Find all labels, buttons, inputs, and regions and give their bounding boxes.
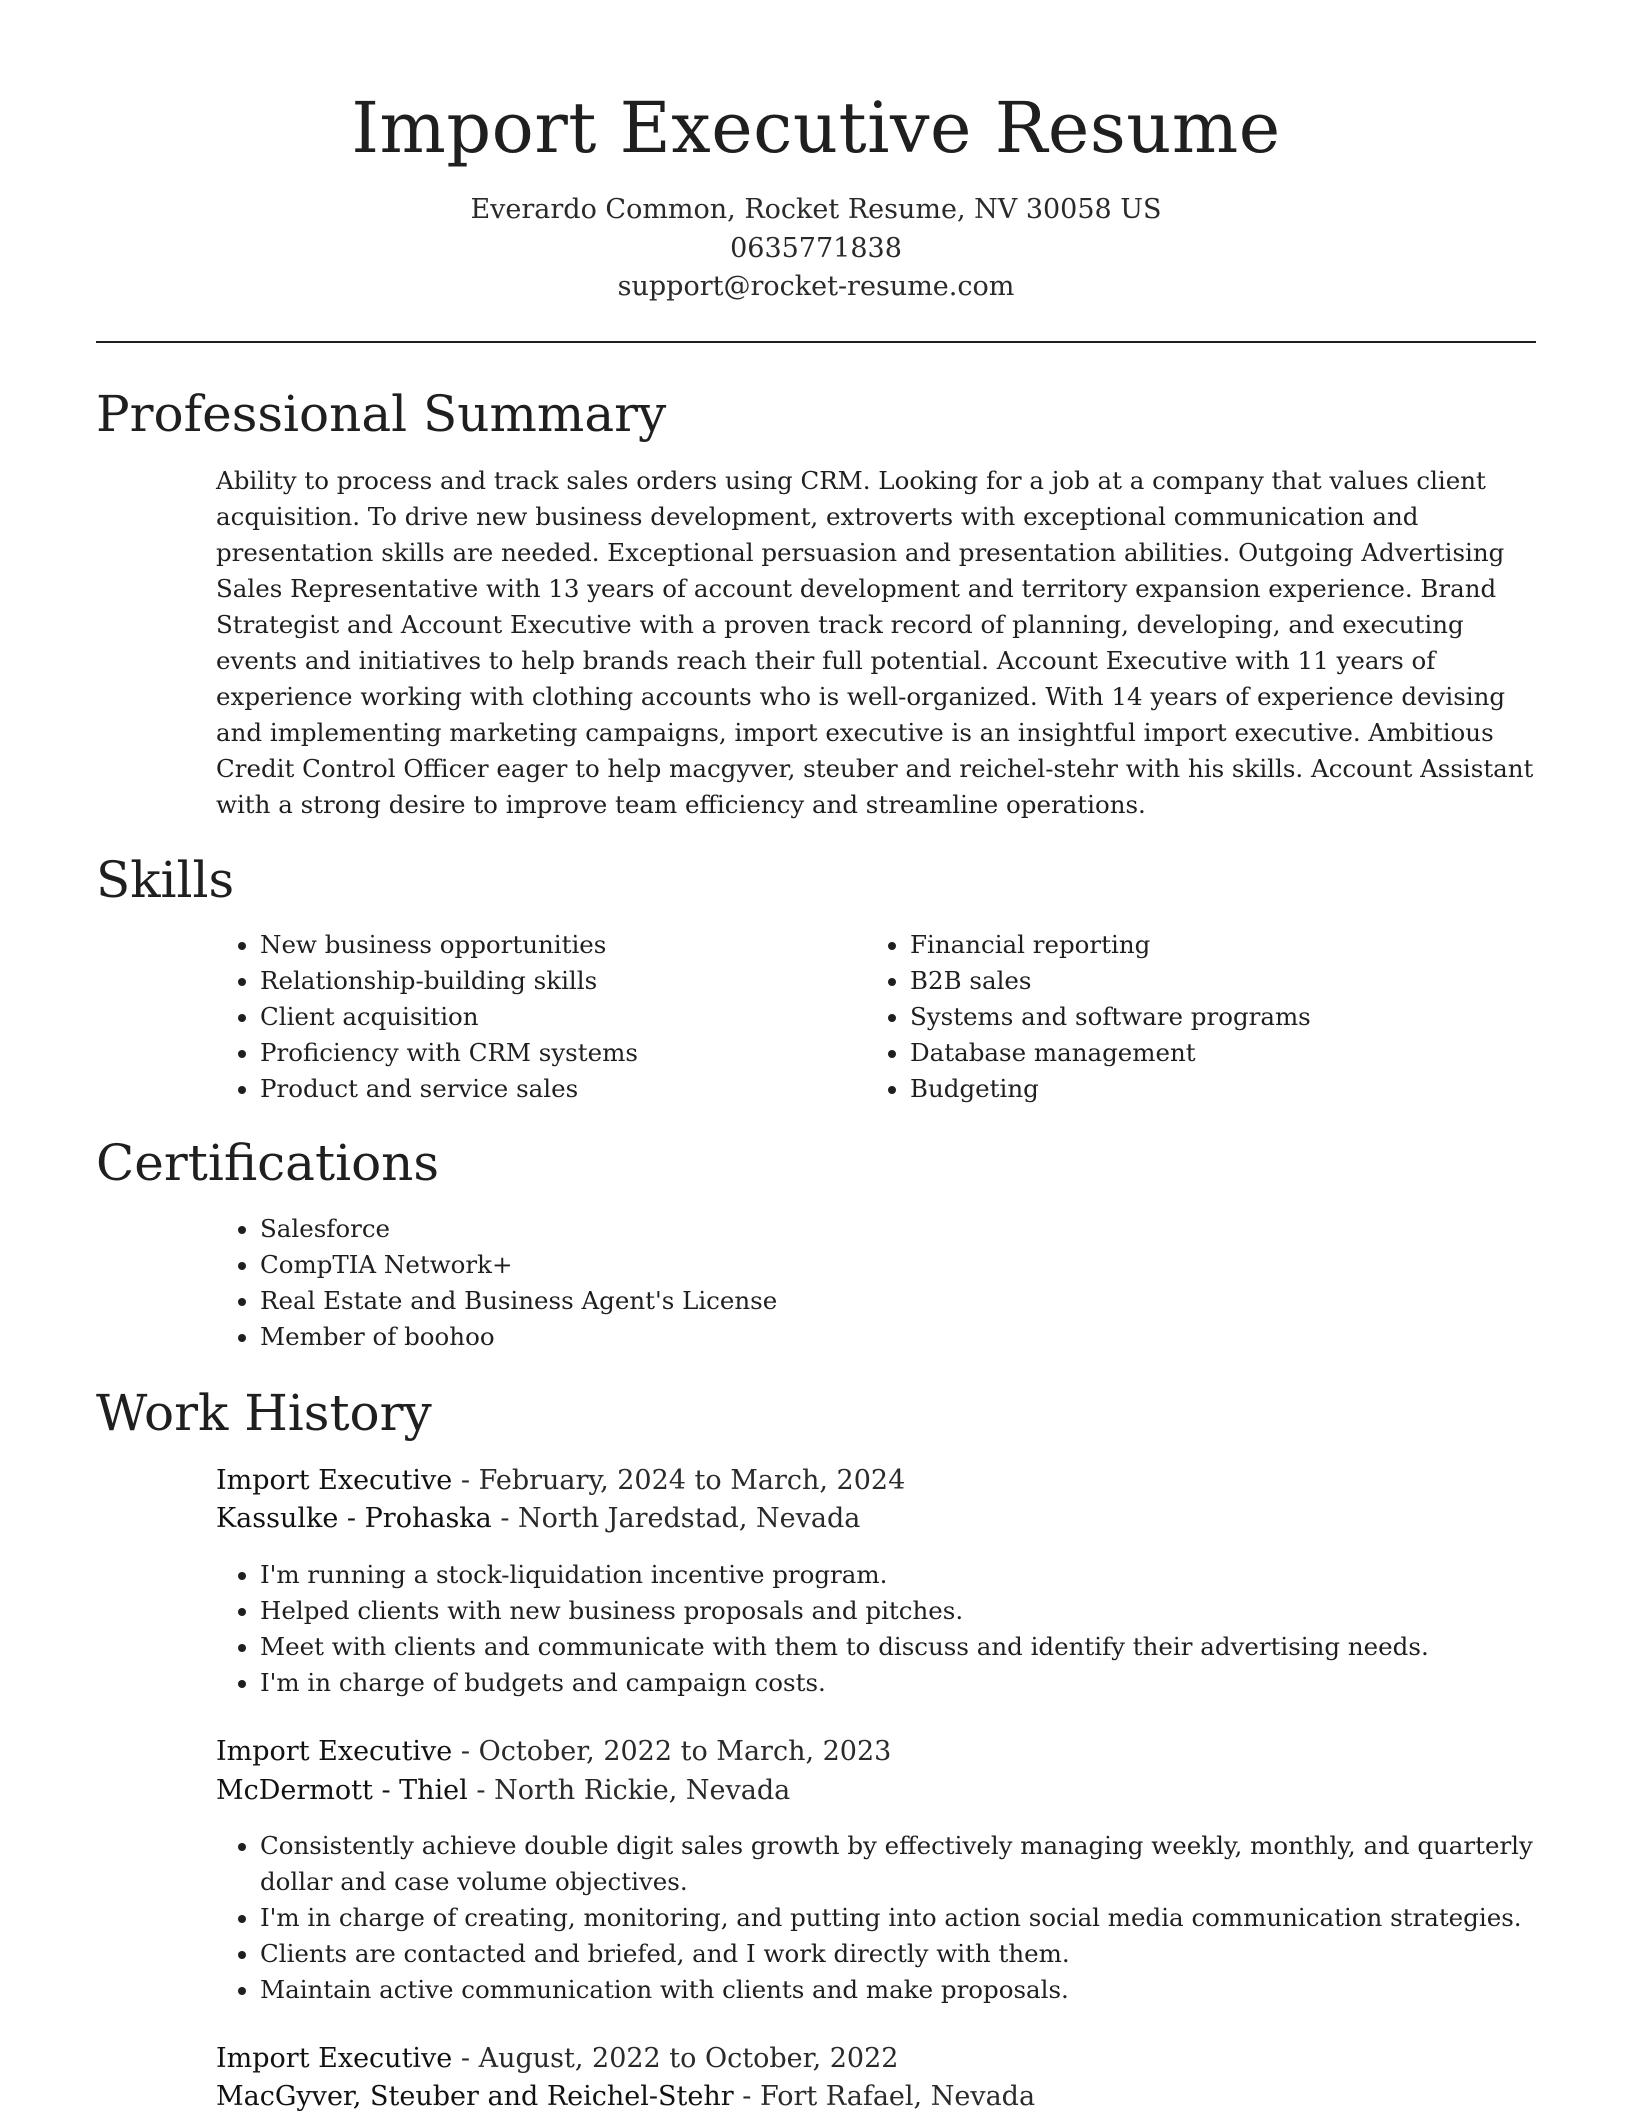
job-bullet: • Consistently achieve double digit sales growth by effectively managing weekly, monthly, and quarterly dollar and case volume objectives. (260, 1828, 1580, 1900)
header-divider (96, 341, 1536, 343)
skills-heading: Skills (96, 851, 235, 909)
skill-item: • Systems and software programs (910, 999, 1550, 1035)
skill-item: • Database management (910, 1035, 1550, 1071)
job-bullet: • I'm running a stock-liquidation incentive program. (260, 1557, 1580, 1593)
job-bullet: • Helped clients with new business proposals and pitches. (260, 1593, 1580, 1629)
skill-item: • Client acquisition (260, 999, 860, 1035)
job-dates: - February, 2024 to March, 2024 (452, 1465, 906, 1496)
job-company-line (216, 2078, 1035, 2116)
job-title: Import Executive (216, 1736, 453, 1767)
skill-item: • Relationship-building skills (260, 963, 860, 999)
skill-item: • B2B sales (910, 963, 1550, 999)
certification-item: • Real Estate and Business Agent's License (260, 1283, 1360, 1319)
job-title-line (216, 1733, 891, 1771)
job-location: - North Jaredstad, Nevada (491, 1503, 861, 1534)
resume-title: Import Executive Resume (351, 87, 1281, 169)
job-company: MacGyver, Steuber and Reichel-Stehr (216, 2081, 734, 2112)
skill-item: • Product and service sales (260, 1071, 860, 1107)
work-history-heading: Work History (96, 1384, 432, 1442)
skill-item: • Financial reporting (910, 927, 1550, 963)
skills-list-left (216, 927, 860, 1107)
job-bullet: • Meet with clients and communicate with them to discuss and identify their advertising needs. (260, 1629, 1580, 1665)
job-dates: - August, 2022 to October, 2022 (452, 2043, 899, 2074)
job-bullet: • I'm in charge of budgets and campaign costs. (260, 1665, 1580, 1701)
contact-phone: 0635771838 (730, 233, 902, 264)
skills-list-right (866, 927, 1550, 1107)
job-bullets (216, 1828, 1580, 2008)
job-title: Import Executive (216, 2043, 453, 2074)
skill-item: • Budgeting (910, 1071, 1550, 1107)
skill-item: • Proficiency with CRM systems (260, 1035, 860, 1071)
job-company: McDermott - Thiel (216, 1775, 468, 1806)
contact-email: support@rocket-resume.com (617, 271, 1015, 302)
job-title-line (216, 1462, 905, 1500)
summary-text: Ability to process and track sales orders using CRM. Looking for a job at a company that values client acquisition. To drive new business development, extroverts with exceptional communication and presentation skills are needed. Exceptional persuasion and presentation abilities. Outgoing Advertising Sales Representative with 13 years of account development and territory expansion experience. Brand Strategist and Account Executive with a proven track record of planning, developing, and executing events and initiatives to help brands reach their full potential. Account Executive with 11 years of experience working with clothing accounts who is well-organized. With 14 years of experience devising and implementing marketing campaigns, import executive is an insightful import executive. Ambitious Credit Control Officer eager to help macgyver, steuber and reichel-stehr with his skills. Account Assistant with a strong desire to improve team efficiency and streamline operations. (216, 466, 1534, 819)
certifications-list (216, 1211, 1360, 1355)
certification-item: • Salesforce (260, 1211, 1360, 1247)
contact-address: Everardo Common, Rocket Resume, NV 30058 US (470, 194, 1162, 225)
job-bullet: • Clients are contacted and briefed, and I work directly with them. (260, 1936, 1580, 1972)
job-location: - North Rickie, Nevada (467, 1775, 791, 1806)
job-company-line (216, 1500, 860, 1538)
job-title-line (216, 2040, 898, 2078)
job-company: Kassulke - Prohaska (216, 1503, 492, 1534)
job-dates: - October, 2022 to March, 2023 (452, 1736, 892, 1767)
summary-heading: Professional Summary (96, 385, 667, 443)
job-bullets (216, 1557, 1580, 1701)
certification-item: • Member of boohoo (260, 1319, 1360, 1355)
certification-item: • CompTIA Network+ (260, 1247, 1360, 1283)
job-company-line (216, 1772, 790, 1810)
job-bullet: • Maintain active communication with clients and make proposals. (260, 1972, 1580, 2008)
job-title: Import Executive (216, 1465, 453, 1496)
job-location: - Fort Rafael, Nevada (733, 2081, 1036, 2112)
certifications-heading: Certifications (96, 1134, 440, 1192)
job-bullet: • I'm in charge of creating, monitoring, and putting into action social media communication strategies. (260, 1900, 1580, 1936)
skill-item: • New business opportunities (260, 927, 860, 963)
